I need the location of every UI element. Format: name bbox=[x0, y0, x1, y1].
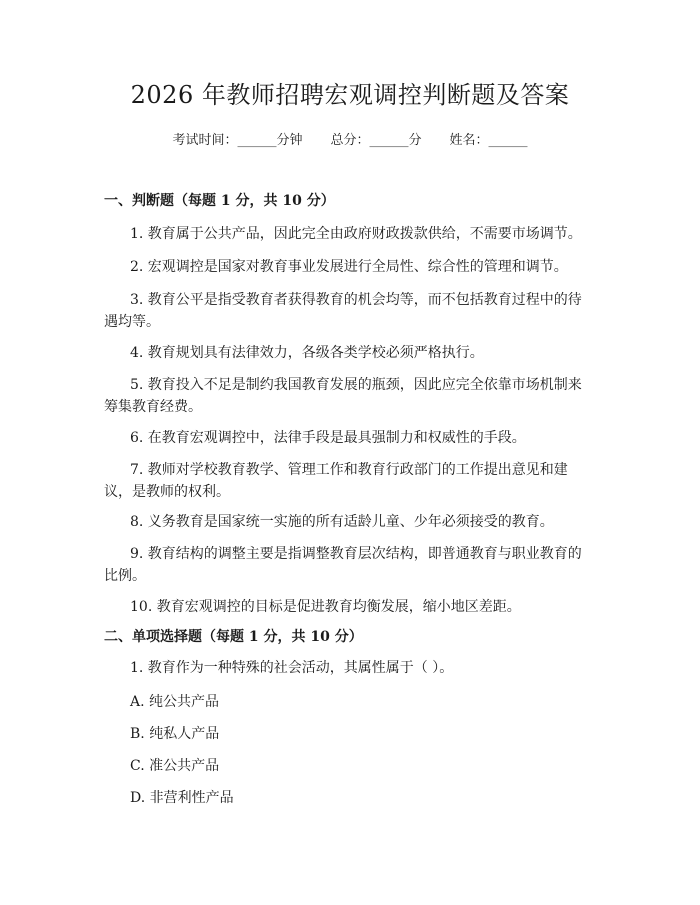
question-item: 4. 教育规划具有法律效力，各级各类学校必须严格执行。 bbox=[130, 345, 484, 361]
exam-meta-line bbox=[0, 131, 700, 151]
name-field: 姓名：______ bbox=[449, 133, 528, 148]
question-item: 10. 教育宏观调控的目标是促进教育均衡发展，缩小地区差距。 bbox=[130, 599, 521, 615]
total-score-field: 总分：______分 bbox=[330, 133, 422, 148]
question-item: 6. 在教育宏观调控中，法律手段是最具强制力和权威性的手段。 bbox=[130, 430, 526, 446]
question-item: 3. 教育公平是指受教育者获得教育的机会均等，而不包括教育过程中的待遇均等。 bbox=[104, 292, 582, 330]
question-item: 7. 教师对学校教育教学、管理工作和教育行政部门的工作提出意见和建议，是教师的权利。 bbox=[104, 462, 568, 500]
question-item: 5. 教育投入不足是制约我国教育发展的瓶颈，因此应完全依靠市场机制来筹集教育经费。 bbox=[104, 377, 582, 415]
option-d: D. 非营利性产品 bbox=[130, 790, 234, 806]
question-item: 1. 教育属于公共产品，因此完全由政府财政拨款供给，不需要市场调节。 bbox=[130, 226, 582, 242]
option-b: B. 纯私人产品 bbox=[130, 726, 220, 742]
exam-time-field: 考试时间：______分钟 bbox=[172, 133, 303, 148]
option-c: C. 准公共产品 bbox=[130, 758, 220, 774]
question-item: 8. 义务教育是国家统一实施的所有适龄儿童、少年必须接受的教育。 bbox=[130, 514, 554, 530]
section-heading-judgment: 一、判断题（每题 1 分，共 10 分） bbox=[104, 193, 335, 209]
document-title: 2026 年教师招聘宏观调控判断题及答案 bbox=[130, 81, 570, 109]
section-heading-single-choice: 二、单项选择题（每题 1 分，共 10 分） bbox=[104, 629, 363, 645]
question-item: 2. 宏观调控是国家对教育事业发展进行全局性、综合性的管理和调节。 bbox=[130, 259, 568, 275]
option-a: A. 纯公共产品 bbox=[130, 694, 220, 710]
question-item: 1. 教育作为一种特殊的社会活动，其属性属于（ ）。 bbox=[130, 660, 454, 676]
question-item: 9. 教育结构的调整主要是指调整教育层次结构，即普通教育与职业教育的比例。 bbox=[104, 546, 582, 584]
